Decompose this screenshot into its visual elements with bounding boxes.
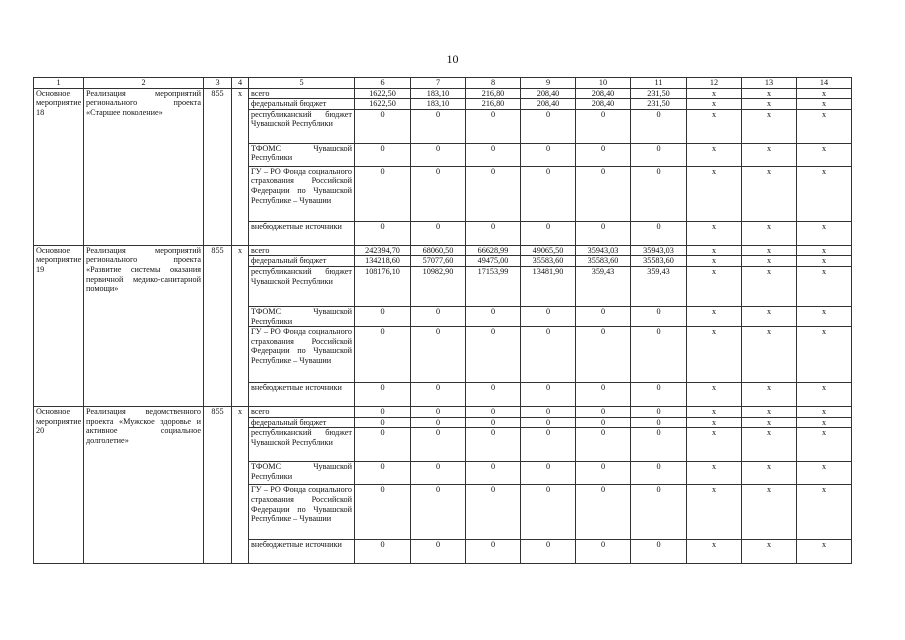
amount-cell: 0	[521, 428, 576, 462]
amount-cell: 0	[576, 417, 631, 428]
amount-cell: 0	[631, 143, 687, 166]
amount-cell: x	[797, 143, 852, 166]
grbs-code: 855	[204, 407, 232, 564]
column-header: 11	[631, 78, 687, 89]
funding-source: внебюджетные источники	[249, 383, 355, 407]
amount-cell: 0	[466, 143, 521, 166]
funding-source: ТФОМС Чувашской Республики	[249, 306, 355, 326]
amount-cell: 0	[355, 540, 411, 564]
amount-cell: 0	[411, 383, 466, 407]
amount-cell: 35943,03	[576, 245, 631, 256]
amount-cell: 0	[576, 327, 631, 383]
funding-source: федеральный бюджет	[249, 99, 355, 110]
amount-cell: 0	[521, 383, 576, 407]
amount-cell: x	[687, 245, 742, 256]
rz-code: x	[232, 407, 249, 564]
amount-cell: x	[742, 407, 797, 418]
event-name: Реализация ведомственного проекта «Мужское здоровье и активное социальное долголетие»	[84, 407, 204, 564]
column-header: 9	[521, 78, 576, 89]
amount-cell: x	[797, 383, 852, 407]
amount-cell: 0	[631, 462, 687, 485]
table-row	[34, 407, 852, 418]
amount-cell: 0	[631, 428, 687, 462]
funding-source: ГУ – РО Фонда социального страхования Российской Федерации по Чувашской Республике – Чувашии	[249, 485, 355, 540]
funding-source: внебюджетные источники	[249, 540, 355, 564]
amount-cell: x	[742, 166, 797, 221]
amount-cell: 0	[355, 417, 411, 428]
amount-cell: 0	[576, 306, 631, 326]
amount-cell: 183,10	[411, 88, 466, 99]
column-header: 4	[232, 78, 249, 89]
column-header: 14	[797, 78, 852, 89]
amount-cell: 0	[576, 143, 631, 166]
amount-cell: 0	[466, 417, 521, 428]
amount-cell: x	[797, 327, 852, 383]
amount-cell: 0	[355, 109, 411, 143]
amount-cell: x	[742, 109, 797, 143]
amount-cell: 66628,99	[466, 245, 521, 256]
amount-cell: 0	[466, 221, 521, 245]
amount-cell: 0	[576, 485, 631, 540]
amount-cell: x	[742, 417, 797, 428]
amount-cell: x	[687, 166, 742, 221]
amount-cell: 0	[521, 327, 576, 383]
amount-cell: 0	[411, 417, 466, 428]
amount-cell: 0	[631, 383, 687, 407]
amount-cell: 57077,60	[411, 256, 466, 267]
amount-cell: 0	[355, 407, 411, 418]
amount-cell: 0	[466, 485, 521, 540]
amount-cell: 208,40	[576, 88, 631, 99]
amount-cell: 1622,50	[355, 88, 411, 99]
amount-cell: 208,40	[521, 88, 576, 99]
amount-cell: 0	[631, 417, 687, 428]
amount-cell: x	[797, 221, 852, 245]
table-row	[34, 245, 852, 256]
amount-cell: 0	[466, 383, 521, 407]
amount-cell: 0	[355, 143, 411, 166]
amount-cell: 0	[521, 143, 576, 166]
amount-cell: 0	[466, 327, 521, 383]
event-code: Основное мероприятие 18	[34, 88, 84, 245]
amount-cell: x	[797, 109, 852, 143]
amount-cell: x	[797, 166, 852, 221]
amount-cell: 216,80	[466, 88, 521, 99]
amount-cell: x	[797, 88, 852, 99]
amount-cell: 49475,00	[466, 256, 521, 267]
amount-cell: 0	[411, 407, 466, 418]
amount-cell: x	[687, 485, 742, 540]
amount-cell: 0	[576, 383, 631, 407]
amount-cell: x	[742, 462, 797, 485]
funding-source: республиканский бюджет Чувашской Республики	[249, 266, 355, 306]
funding-source: ГУ – РО Фонда социального страхования Российской Федерации по Чувашской Республике – Чувашии	[249, 166, 355, 221]
funding-source: ГУ – РО Фонда социального страхования Российской Федерации по Чувашской Республике – Чувашии	[249, 327, 355, 383]
amount-cell: 183,10	[411, 99, 466, 110]
amount-cell: x	[742, 256, 797, 267]
amount-cell: 0	[411, 306, 466, 326]
event-code: Основное мероприятие 20	[34, 407, 84, 564]
amount-cell: x	[687, 417, 742, 428]
amount-cell: x	[797, 428, 852, 462]
amount-cell: x	[687, 306, 742, 326]
amount-cell: 0	[631, 540, 687, 564]
amount-cell: 0	[355, 383, 411, 407]
column-header: 8	[466, 78, 521, 89]
amount-cell: 13481,90	[521, 266, 576, 306]
amount-cell: 0	[576, 221, 631, 245]
amount-cell: 0	[631, 485, 687, 540]
amount-cell: 0	[466, 407, 521, 418]
amount-cell: x	[687, 143, 742, 166]
amount-cell: 0	[521, 417, 576, 428]
amount-cell: 0	[355, 327, 411, 383]
amount-cell: x	[797, 462, 852, 485]
amount-cell: 0	[411, 166, 466, 221]
grbs-code: 855	[204, 245, 232, 406]
amount-cell: 0	[576, 540, 631, 564]
amount-cell: 108176,10	[355, 266, 411, 306]
amount-cell: 0	[631, 166, 687, 221]
amount-cell: 0	[355, 306, 411, 326]
amount-cell: x	[687, 383, 742, 407]
table-row	[34, 88, 852, 99]
amount-cell: 0	[411, 485, 466, 540]
amount-cell: x	[687, 327, 742, 383]
amount-cell: 134218,60	[355, 256, 411, 267]
amount-cell: 0	[631, 327, 687, 383]
amount-cell: 0	[355, 485, 411, 540]
amount-cell: x	[797, 540, 852, 564]
amount-cell: 0	[521, 109, 576, 143]
amount-cell: 0	[521, 166, 576, 221]
amount-cell: 0	[411, 428, 466, 462]
amount-cell: x	[687, 266, 742, 306]
amount-cell: x	[742, 428, 797, 462]
amount-cell: 10982,90	[411, 266, 466, 306]
amount-cell: 242394,70	[355, 245, 411, 256]
column-header: 12	[687, 78, 742, 89]
amount-cell: x	[742, 266, 797, 306]
column-header: 2	[84, 78, 204, 89]
funding-source: федеральный бюджет	[249, 417, 355, 428]
amount-cell: 0	[411, 540, 466, 564]
amount-cell: x	[687, 221, 742, 245]
funding-source: всего	[249, 245, 355, 256]
amount-cell: x	[742, 99, 797, 110]
amount-cell: 1622,50	[355, 99, 411, 110]
funding-source: федеральный бюджет	[249, 256, 355, 267]
amount-cell: 0	[521, 407, 576, 418]
amount-cell: 0	[411, 462, 466, 485]
amount-cell: x	[797, 256, 852, 267]
amount-cell: 0	[355, 428, 411, 462]
amount-cell: 231,50	[631, 99, 687, 110]
amount-cell: 0	[466, 540, 521, 564]
amount-cell: x	[742, 143, 797, 166]
amount-cell: 0	[631, 109, 687, 143]
amount-cell: x	[797, 266, 852, 306]
rz-code: x	[232, 245, 249, 406]
funding-source: республиканский бюджет Чувашской Республики	[249, 428, 355, 462]
funding-source: всего	[249, 88, 355, 99]
amount-cell: 0	[576, 462, 631, 485]
amount-cell: 0	[576, 407, 631, 418]
amount-cell: x	[742, 540, 797, 564]
column-header: 10	[576, 78, 631, 89]
amount-cell: 0	[631, 306, 687, 326]
column-header: 13	[742, 78, 797, 89]
amount-cell: 35583,60	[521, 256, 576, 267]
event-name: Реализация мероприятий регионального проекта «Развитие системы оказания первичной медико-санитарной помощи»	[84, 245, 204, 406]
amount-cell: 0	[411, 143, 466, 166]
amount-cell: 0	[521, 462, 576, 485]
event-name: Реализация мероприятий регионального проекта «Старшее поколение»	[84, 88, 204, 245]
funding-source: республиканский бюджет Чувашской Республики	[249, 109, 355, 143]
amount-cell: x	[742, 485, 797, 540]
amount-cell: 0	[355, 221, 411, 245]
amount-cell: 68060,50	[411, 245, 466, 256]
amount-cell: 49065,50	[521, 245, 576, 256]
amount-cell: 0	[466, 462, 521, 485]
amount-cell: x	[742, 383, 797, 407]
amount-cell: 17153,99	[466, 266, 521, 306]
amount-cell: x	[797, 407, 852, 418]
amount-cell: 0	[466, 428, 521, 462]
amount-cell: 0	[521, 306, 576, 326]
amount-cell: 35943,03	[631, 245, 687, 256]
amount-cell: x	[687, 462, 742, 485]
amount-cell: 0	[521, 221, 576, 245]
funding-source: ТФОМС Чувашской Республики	[249, 462, 355, 485]
amount-cell: 0	[521, 540, 576, 564]
amount-cell: x	[687, 256, 742, 267]
amount-cell: 0	[411, 109, 466, 143]
amount-cell: 0	[466, 109, 521, 143]
amount-cell: x	[797, 99, 852, 110]
amount-cell: x	[687, 109, 742, 143]
event-code: Основное мероприятие 19	[34, 245, 84, 406]
table-body	[34, 88, 852, 564]
amount-cell: x	[742, 245, 797, 256]
amount-cell: x	[687, 540, 742, 564]
amount-cell: 0	[576, 109, 631, 143]
amount-cell: 0	[631, 221, 687, 245]
amount-cell: 216,80	[466, 99, 521, 110]
amount-cell: 0	[466, 166, 521, 221]
amount-cell: x	[687, 88, 742, 99]
amount-cell: 0	[576, 428, 631, 462]
amount-cell: x	[687, 428, 742, 462]
amount-cell: x	[687, 99, 742, 110]
amount-cell: 0	[411, 327, 466, 383]
amount-cell: 359,43	[631, 266, 687, 306]
column-header: 5	[249, 78, 355, 89]
amount-cell: 0	[355, 166, 411, 221]
amount-cell: x	[797, 417, 852, 428]
amount-cell: 0	[631, 407, 687, 418]
amount-cell: x	[797, 245, 852, 256]
amount-cell: 0	[466, 306, 521, 326]
column-header: 6	[355, 78, 411, 89]
amount-cell: x	[687, 407, 742, 418]
page-number: 10	[446, 52, 459, 66]
amount-cell: x	[742, 88, 797, 99]
funding-source: ТФОМС Чувашской Республики	[249, 143, 355, 166]
amount-cell: 35583,60	[631, 256, 687, 267]
column-header: 7	[411, 78, 466, 89]
amount-cell: x	[797, 306, 852, 326]
amount-cell: 0	[411, 221, 466, 245]
amount-cell: 359,43	[576, 266, 631, 306]
funding-source: всего	[249, 407, 355, 418]
funding-source: внебюджетные источники	[249, 221, 355, 245]
amount-cell: x	[742, 306, 797, 326]
budget-table	[33, 77, 852, 564]
column-header: 1	[34, 78, 84, 89]
grbs-code: 855	[204, 88, 232, 245]
amount-cell: x	[742, 221, 797, 245]
amount-cell: 208,40	[521, 99, 576, 110]
rz-code: x	[232, 88, 249, 245]
amount-cell: x	[742, 327, 797, 383]
column-header: 3	[204, 78, 232, 89]
amount-cell: 35583,60	[576, 256, 631, 267]
amount-cell: 208,40	[576, 99, 631, 110]
amount-cell: 0	[355, 462, 411, 485]
amount-cell: 0	[521, 485, 576, 540]
amount-cell: x	[797, 485, 852, 540]
amount-cell: 0	[576, 166, 631, 221]
amount-cell: 231,50	[631, 88, 687, 99]
column-header-row	[34, 78, 852, 89]
